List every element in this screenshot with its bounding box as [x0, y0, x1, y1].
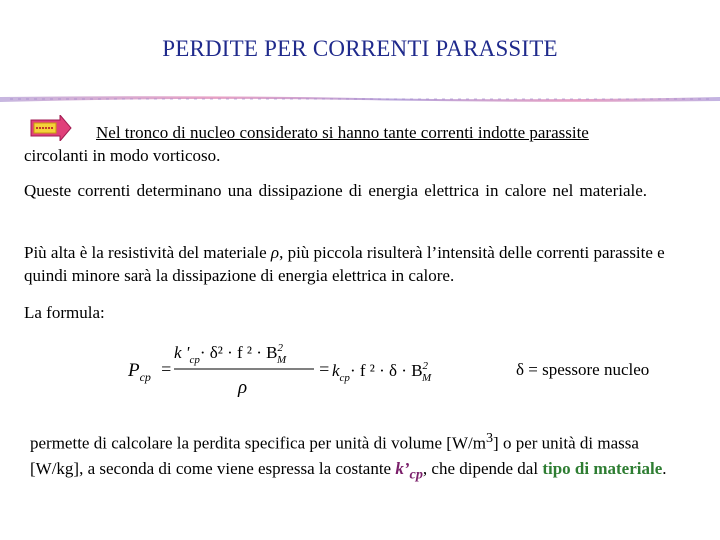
slide-title: PERDITE PER CORRENTI PARASSITE: [162, 36, 558, 61]
decorative-divider: [0, 94, 720, 104]
formula-intro: La formula:: [24, 303, 105, 322]
svg-text:=: =: [160, 359, 173, 379]
formula-numerator: k '$_{cp}\cdot \delta^2 \cdot f$ $^2 \cdot B^2$ M: [174, 342, 287, 366]
eddy-loss-formula: [126, 338, 446, 408]
svg-text:=: =: [318, 359, 331, 379]
paragraph-intro-line1: Nel tronco di nucleo considerato si hanno tante correnti indotte parassite: [96, 123, 589, 142]
kcp-constant: $k’_{cp}$: [395, 458, 423, 483]
formula-lhs: $P_{cp}$: [128, 360, 151, 384]
formula-rhs: $k_{cp}\cdot f$ $^2 \cdot \delta \cdot B^2$ M: [332, 360, 432, 384]
material-type-highlight: tipo di materiale: [542, 458, 663, 478]
rho-symbol: ρ: [270, 243, 280, 262]
paragraph-intro-line2: circolanti in modo vorticoso.: [24, 146, 221, 165]
paragraph-formula-explanation: permette di calcolare la perdita specifica per unità di volume $[W/m^3]$ o per unità di massa [W/kg], a seconda di come viene espressa la costante $k’_{cp}$, che dipende dal tipo di materiale.: [30, 430, 667, 483]
paragraph-dissipation: Queste correnti determinano una dissipazione di energia elettrica in calore nel materiale.: [24, 181, 648, 200]
formula-denominator: ρ: [238, 377, 248, 398]
delta-note: δ = spessore nucleo: [516, 360, 650, 379]
paragraph-resistivity: Più alta è la resistività del materiale ρ, più piccola risulterà l’intensità delle correnti parassite e quindi minore sarà la dissipazione di energia elettrica in calore.: [24, 243, 665, 285]
paragraph-intro: [24, 121, 692, 167]
